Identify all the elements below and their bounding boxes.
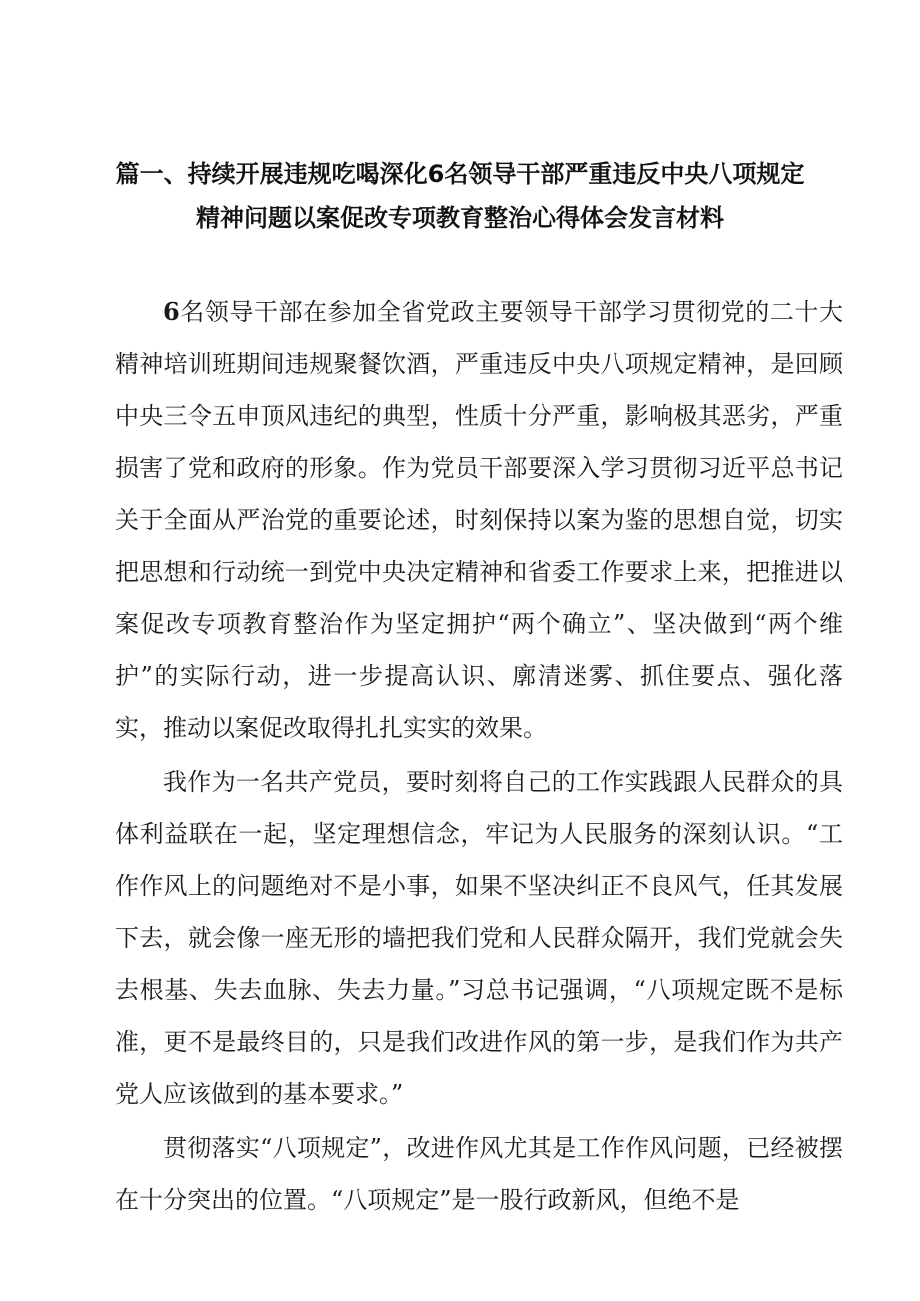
paragraph-text: 贯彻落实“八项规定”，改进作风尤其是工作作风问题，已经被摆在十分突出的位置。“八项规定”是一股行政新风，但绝不是 xyxy=(115,1134,843,1214)
paragraph-2 xyxy=(115,756,843,1120)
paragraph-1 xyxy=(115,286,843,754)
paragraph-3 xyxy=(115,1122,843,1226)
document-title: 篇一、持续开展违规吃喝深化6名领导干部严重违反中央八项规定精神问题以案促改专项教育整治心得体会发言材料 xyxy=(115,160,805,232)
document-body xyxy=(115,286,843,1228)
paragraph-lead-number: 6 xyxy=(163,297,180,326)
paragraph-text: 我作为一名共产党员，要时刻将自己的工作实践跟人民群众的具体利益联在一起，坚定理想信念，牢记为人民服务的深刻认识。“工作作风上的问题绝对不是小事，如果不坚决纠正不良风气，任其发展下去，就会像一座无形的墙把我们党和人民群众隔开，我们党就会失去根基、失去血脉、失去力量。”习总书记强调，“八项规定既不是标准，更不是最终目的，只是我们改进作风的第一步，是我们作为共产党人应该做到的基本要求。” xyxy=(115,768,843,1108)
paragraph-text: 名领导干部在参加全省党政主要领导干部学习贯彻党的二十大精神培训班期间违规聚餐饮酒，严重违反中央八项规定精神，是回顾中央三令五申顶风违纪的典型，性质十分严重，影响极其恶劣，严重损害了党和政府的形象。作为党员干部要深入学习贯彻习近平总书记关于全面从严治党的重要论述，时刻保持以案为鉴的思想自觉，切实把思想和行动统一到党中央决定精神和省委工作要求上来，把推进以案促改专项教育整治作为坚定拥护“两个确立”、坚决做到“两个维护”的实际行动，进一步提高认识、廓清迷雾、抓住要点、强化落实，推动以案促改取得扎扎实实的效果。 xyxy=(115,298,843,742)
